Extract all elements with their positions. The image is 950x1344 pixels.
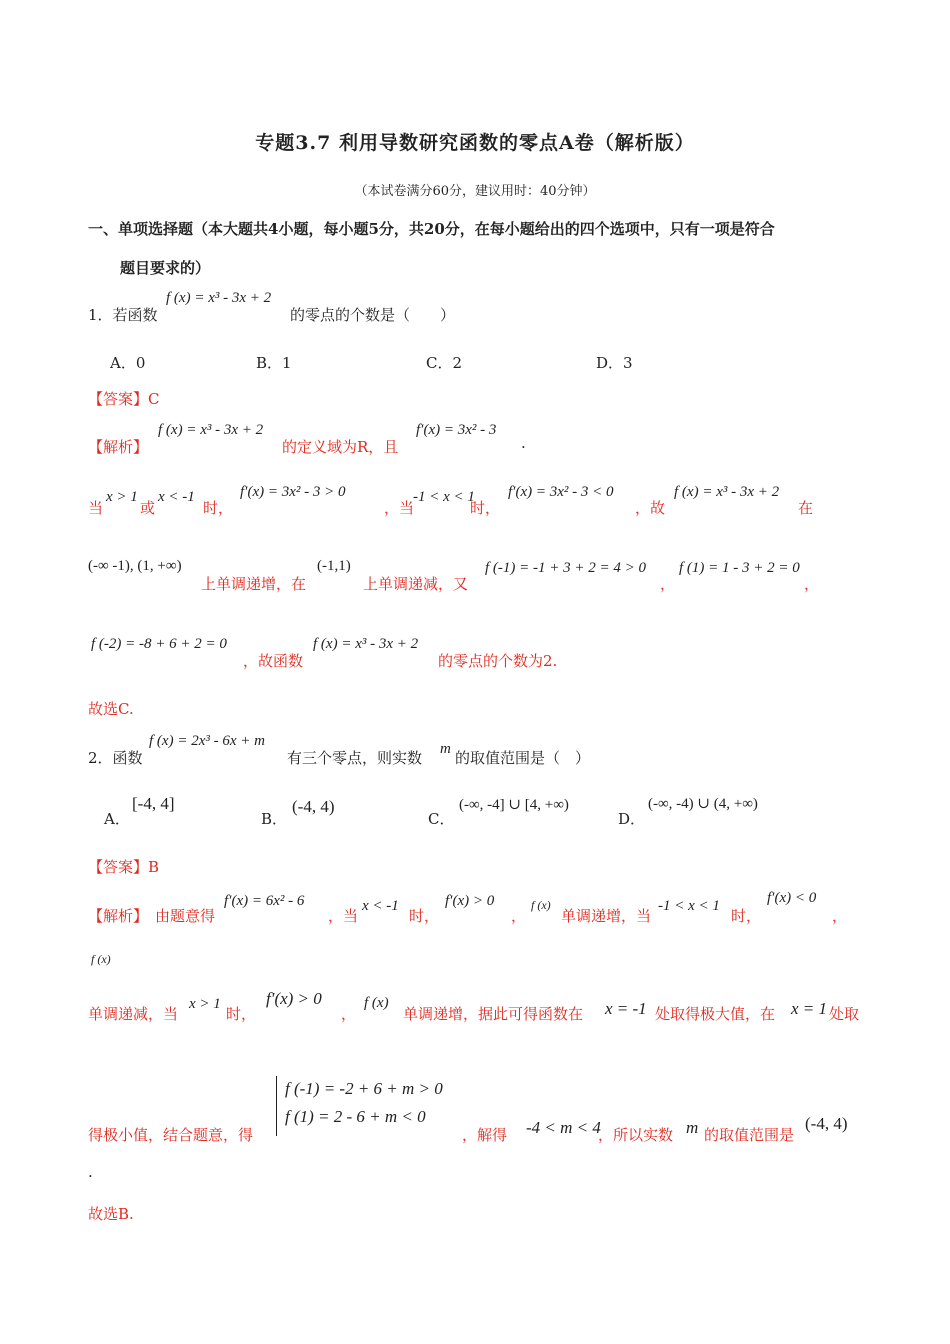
q2-option-a-label: A． [104, 810, 130, 828]
q2-b3-text4: 单调递增，据此可得函数在 [403, 1005, 584, 1023]
q1-a2-shi2: 时， [470, 499, 501, 517]
q2-b3-text1: 单调递减，当 [88, 1005, 179, 1023]
q1-suffix: 的零点的个数是（ ） [290, 306, 456, 324]
q2-b3-text6: 处取 [829, 1005, 860, 1023]
q1-option-c: C．2 [426, 354, 463, 372]
section-heading-line-1: 一、单项选择题（本大题共4小题，每小题5分，共20分，在每小题给出的四个选项中，只有一项是符合 [88, 220, 775, 238]
q1-a2-cond1: x > 1 [106, 489, 138, 505]
q1-prefix: 1．若函数 [88, 306, 158, 324]
q2-b3-x-neg1: x = -1 [605, 999, 647, 1018]
q2-b4-m: m [686, 1118, 699, 1137]
q1-a2-zai: 在 [798, 499, 814, 517]
q1-a3-value-neg1: f (-1) = -1 + 3 + 2 = 4 > 0 [485, 560, 647, 576]
q1-a2-shi: 时， [203, 499, 234, 517]
q2-prefix: 2．函数 [88, 749, 143, 767]
page-title: 专题3.7 利用导数研究函数的零点A卷（解析版） [255, 132, 695, 154]
q1-conclusion: 故选C. [88, 700, 134, 718]
q1-a2-derivative-neg: f′(x) = 3x² - 3 < 0 [508, 484, 614, 500]
q2-b1-derivative: f′(x) = 6x² - 6 [224, 893, 305, 909]
q2-b3-x-1: x = 1 [791, 999, 828, 1018]
q2-b3-cond1: x > 1 [189, 996, 221, 1012]
q2-b4-text1: 得极小值，结合题意，得 [88, 1126, 254, 1144]
q2-b2-f: f (x) [91, 952, 111, 966]
q2-b4-text2: ，解得 [462, 1126, 508, 1144]
q1-a1-derivative: f′(x) = 3x² - 3 [416, 422, 497, 438]
q1-answer: 【答案】C [88, 390, 160, 408]
q1-a2-function: f (x) = x³ - 3x + 2 [674, 484, 780, 500]
q2-var-m: m [440, 741, 451, 757]
q1-a3-interval-down: (-1,1) [317, 558, 351, 574]
q1-a4-text1: ，故函数 [243, 652, 304, 670]
q2-b1-text5: 单调递增，当 [561, 907, 652, 925]
q1-option-b: B．1 [256, 354, 292, 372]
page-subtitle: （本试卷满分60分，建议用时：40分钟） [354, 184, 596, 199]
q2-option-d: (-∞, -4) ∪ (4, +∞) [648, 796, 758, 812]
q2-b4-inequality: -4 < m < 4 [526, 1118, 601, 1137]
q1-a1-text: 的定义域为R，且 [282, 438, 399, 456]
q1-a1-end: . [521, 434, 526, 452]
section-heading-line-2: 题目要求的） [120, 259, 211, 277]
q1-a3-comma2: ， [804, 575, 820, 593]
q1-a4-text2: 的零点的个数为2. [438, 652, 558, 670]
q2-b3-comma: ， [341, 1005, 357, 1023]
q1-a3-comma1: ， [660, 575, 676, 593]
system-brace [276, 1076, 283, 1136]
q2-answer: 【答案】B [88, 858, 160, 876]
q2-b1-derivative-neg: f′(x) < 0 [767, 890, 817, 906]
q2-function: f (x) = 2x³ - 6x + m [149, 733, 265, 749]
q2-b1-text6: 时， [731, 907, 762, 925]
q1-a4-value-neg2: f (-2) = -8 + 6 + 2 = 0 [91, 636, 227, 652]
q2-b1-cond1: x < -1 [362, 898, 399, 914]
q2-analysis-label: 【解析】 [88, 907, 149, 925]
q2-conclusion: 故选B. [88, 1205, 134, 1223]
q2-suffix: 的取值范围是（ ） [455, 749, 591, 767]
q2-b1-comma2: ， [832, 907, 848, 925]
q2-b1-f: f (x) [531, 898, 551, 912]
q1-a2-cond3: -1 < x < 1 [413, 489, 475, 505]
q1-a3-intervals-up: (-∞ -1), (1, +∞) [88, 558, 182, 574]
q2-option-c: (-∞, -4] ∪ [4, +∞) [459, 797, 569, 813]
q1-analysis-label: 【解析】 [88, 438, 149, 456]
q2-b1-text1: 由题意得 [155, 907, 216, 925]
q2-option-b-label: B． [261, 810, 288, 828]
q1-a2-gu: ，故 [635, 499, 666, 517]
q2-b4-system-line-2: f (1) = 2 - 6 + m < 0 [285, 1107, 426, 1126]
q1-option-d: D．3 [596, 354, 633, 372]
q2-mid: 有三个零点，则实数 [287, 749, 423, 767]
q2-b3-derivative-pos: f′(x) > 0 [266, 989, 322, 1008]
q1-function: f (x) = x³ - 3x + 2 [166, 290, 272, 306]
q2-option-d-label: D． [618, 810, 646, 828]
q1-a4-function: f (x) = x³ - 3x + 2 [313, 636, 419, 652]
q1-option-a: A．0 [110, 354, 146, 372]
q1-a2-when: 当 [88, 499, 104, 517]
q1-a2-derivative-pos: f′(x) = 3x² - 3 > 0 [240, 484, 346, 500]
q2-b3-text2: 时， [226, 1005, 257, 1023]
q1-a1-function: f (x) = x³ - 3x + 2 [158, 422, 264, 438]
q2-b4-range: (-4, 4) [805, 1114, 848, 1133]
q2-option-a: [-4, 4] [132, 794, 175, 813]
q2-b3-text5: 处取得极大值，在 [655, 1005, 776, 1023]
q1-a3-value-1: f (1) = 1 - 3 + 2 = 0 [679, 560, 800, 576]
q2-b4-system-line-1: f (-1) = -2 + 6 + m > 0 [285, 1079, 443, 1098]
q2-b1-text2: ，当 [328, 907, 359, 925]
q1-a2-or: 或 [140, 499, 156, 517]
q1-a2-cond2: x < -1 [158, 489, 195, 505]
q2-b1-text3: 时， [409, 907, 440, 925]
q1-a3-text1: 上单调递增，在 [201, 575, 307, 593]
q2-b3-f: f (x) [364, 995, 389, 1011]
q2-b5-dot: . [88, 1163, 93, 1181]
q2-b1-cond2: -1 < x < 1 [658, 898, 720, 914]
q2-b1-comma: ， [511, 907, 527, 925]
q2-b4-text3: ，所以实数 [598, 1126, 674, 1144]
q2-b1-derivative-pos: f′(x) > 0 [445, 893, 495, 909]
q2-b4-text4: 的取值范围是 [704, 1126, 795, 1144]
q2-option-c-label: C． [428, 810, 455, 828]
q2-option-b: (-4, 4) [292, 797, 335, 816]
q1-a2-comma-when: ，当 [384, 499, 415, 517]
q1-a3-text2: 上单调递减，又 [363, 575, 469, 593]
